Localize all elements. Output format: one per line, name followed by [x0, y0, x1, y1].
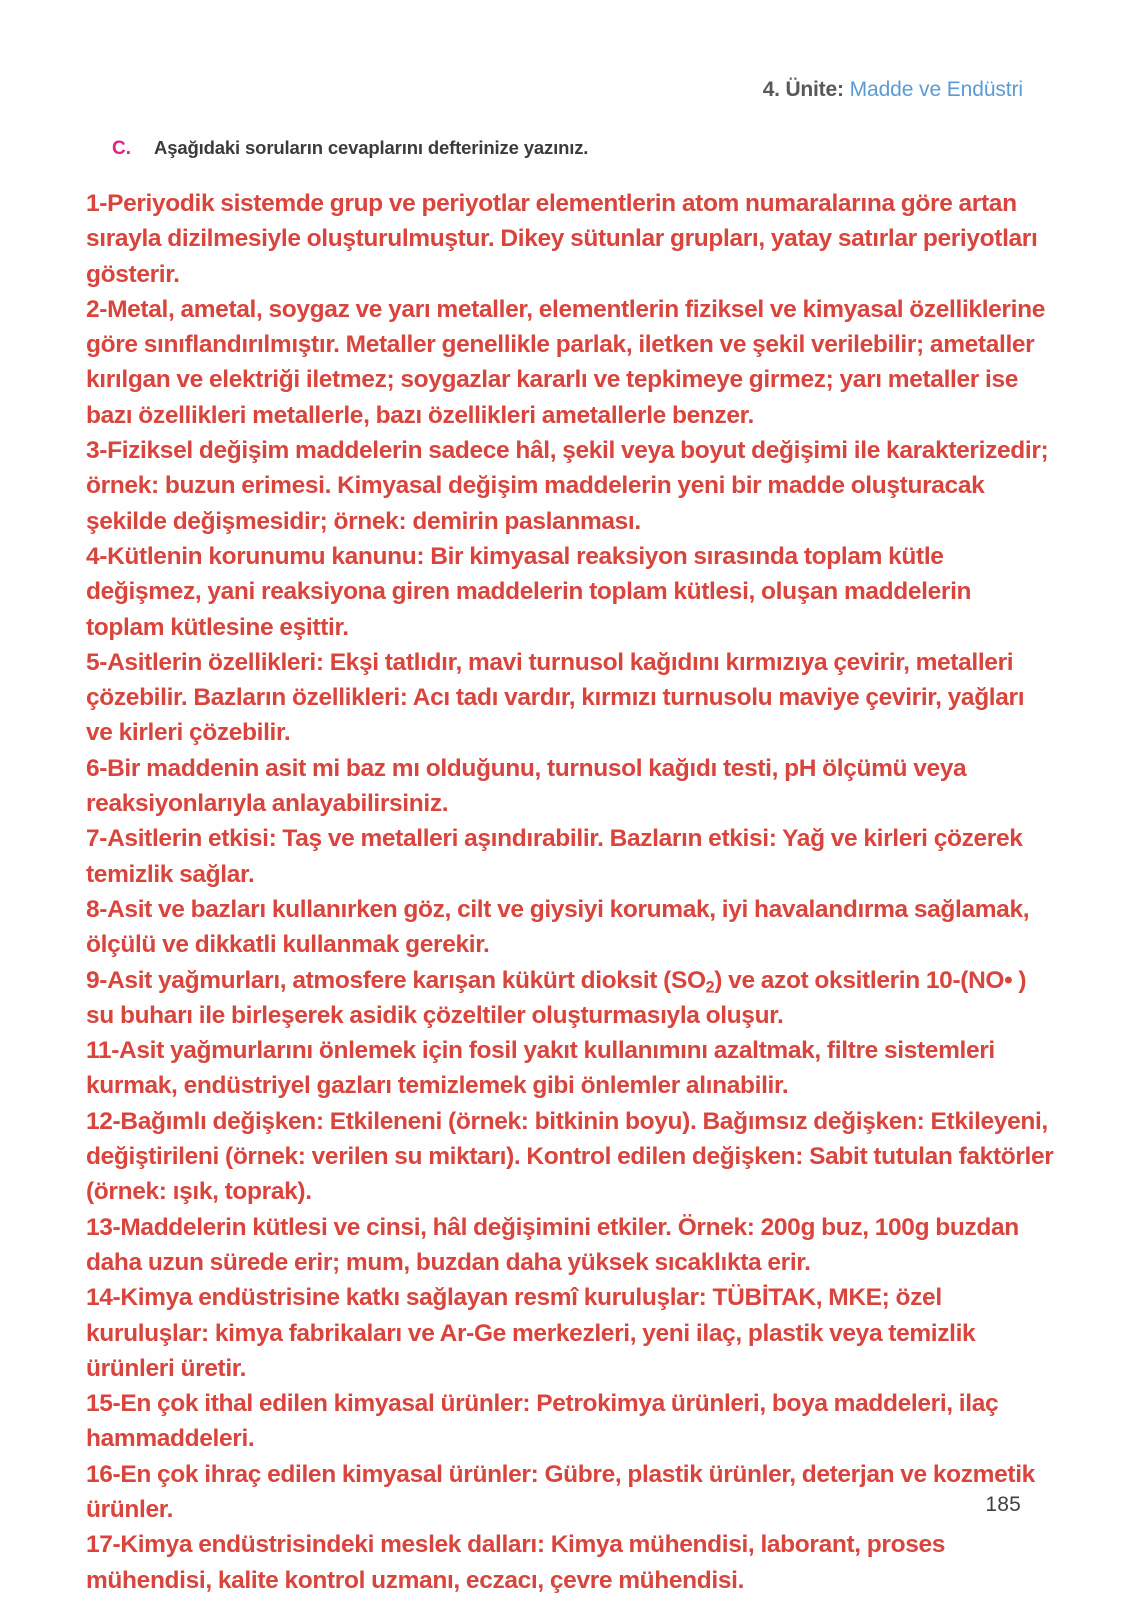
unit-title: Madde ve Endüstri	[849, 78, 1023, 101]
answers-list	[86, 186, 1055, 1598]
unit-number: 4. Ünite:	[762, 78, 844, 101]
answer-item: 11-Asit yağmurlarını önlemek için fosil yakıt kullanımını azaltmak, filtre sistemleri kurmak, endüstriyel gazları temizlemek gibi önlemler alınabilir.	[86, 1037, 995, 1100]
answer-item: 6-Bir maddenin asit mi baz mı olduğunu, turnusol kağıdı testi, pH ölçümü veya reaksiyonlarıyla anlayabilirsiniz.	[86, 754, 967, 818]
answer-item: 13-Maddelerin kütlesi ve cinsi, hâl değişimini etkiler. Örnek: 200g buz, 100g buzdan daha uzun sürede erir; mum, buzdan daha yüksek sıcaklıkta erir.	[86, 1213, 1019, 1276]
section-instruction-text: Aşağıdaki soruların cevaplarını defterinize yazınız.	[154, 137, 589, 158]
answer-item: 8-Asit ve bazları kullanırken göz, cilt ve giysiyi korumak, iyi havalandırma sağlamak, ölçülü ve dikkatli kullanmak gerekir.	[86, 895, 1030, 959]
chemical-subscript: 2	[705, 978, 715, 997]
answer-item: 15-En çok ithal edilen kimyasal ürünler: Petrokimya ürünleri, boya maddeleri, ilaç hammaddeleri.	[86, 1390, 999, 1453]
answer-item: 1-Periyodik sistemde grup ve periyotlar elementlerin atom numaralarına göre artan sırayla dizilmesiyle oluşturulmuştur. Dikey sütunlar grupları, yatay satırlar periyotları gösterir.	[86, 190, 1038, 288]
answer-item: 14-Kimya endüstrisine katkı sağlayan resmî kuruluşlar: TÜBİTAK, MKE; özel kuruluşlar: kimya fabrikaları ve Ar-Ge merkezleri, yeni ilaç, plastik veya temizlik ürünleri üretir.	[86, 1284, 976, 1382]
answer-item: 17-Kimya endüstrisindeki meslek dalları: Kimya mühendisi, laborant, proses mühendisi, kalite kontrol uzmanı, eczacı, çevre mühendisi.	[86, 1531, 946, 1594]
answer-item: 3-Fiziksel değişim maddelerin sadece hâl, şekil veya boyut değişimi ile karakterizedir; örnek: buzun erimesi. Kimyasal değişim maddelerin yeni bir madde oluşturacak şekilde değişmesidir; örnek: demirin paslanması.	[86, 437, 1049, 535]
answer-item: 9-Asit yağmurları, atmosfere karışan kükürt dioksit $(SO_2)$ ve azot oksitlerin 10-(NO• ) su buharı ile birleşerek asidik çözeltiler oluşturmasıyla oluşur.	[86, 966, 1027, 1029]
answer-item: 7-Asitlerin etkisi: Taş ve metalleri aşındırabilir. Bazların etkisi: Yağ ve kirleri çözerek temizlik sağlar.	[86, 825, 1023, 888]
answer-item: 5-Asitlerin özellikleri: Ekşi tatlıdır, mavi turnusol kağıdını kırmızıya çevirir, metalleri çözebilir. Bazların özellikleri: Acı tadı vardır, kırmızı turnusolu maviye çevirir, yağları ve kirleri çözebilir.	[86, 648, 1025, 747]
answer-item: 12-Bağımlı değişken: Etkileneni (örnek: bitkinin boyu). Bağımsız değişken: Etkileyeni, değiştirileni (örnek: verilen su miktarı). Kontrol edilen değişken: Sabit tutulan faktörler (örnek: ışık, toprak).	[86, 1107, 1054, 1206]
answer-item: 16-En çok ihraç edilen kimyasal ürünler: Gübre, plastik ürünler, deterjan ve kozmetik ürünler.	[86, 1460, 1035, 1523]
answer-item: 4-Kütlenin korunumu kanunu: Bir kimyasal reaksiyon sırasında toplam kütle değişmez, yani reaksiyona giren maddelerin toplam kütlesi, oluşan maddelerin toplam kütlesine eşittir.	[86, 542, 972, 641]
section-instruction	[112, 137, 1023, 160]
running-header	[763, 78, 1023, 101]
answer-item: 2-Metal, ametal, soygaz ve yarı metaller, elementlerin fiziksel ve kimyasal özelliklerine göre sınıflandırılmıştır. Metaller genellikle parlak, iletken ve şekil verilebilir; ametaller kırılgan ve elektriği iletmez; soygazlar kararlı ve tepkimeye girmez; yarı metaller ise bazı özellikleri metallerle, bazı özellikleri ametallerle benzer.	[86, 295, 1045, 429]
page-number: 185	[985, 1493, 1021, 1516]
section-letter: C.	[112, 138, 131, 159]
